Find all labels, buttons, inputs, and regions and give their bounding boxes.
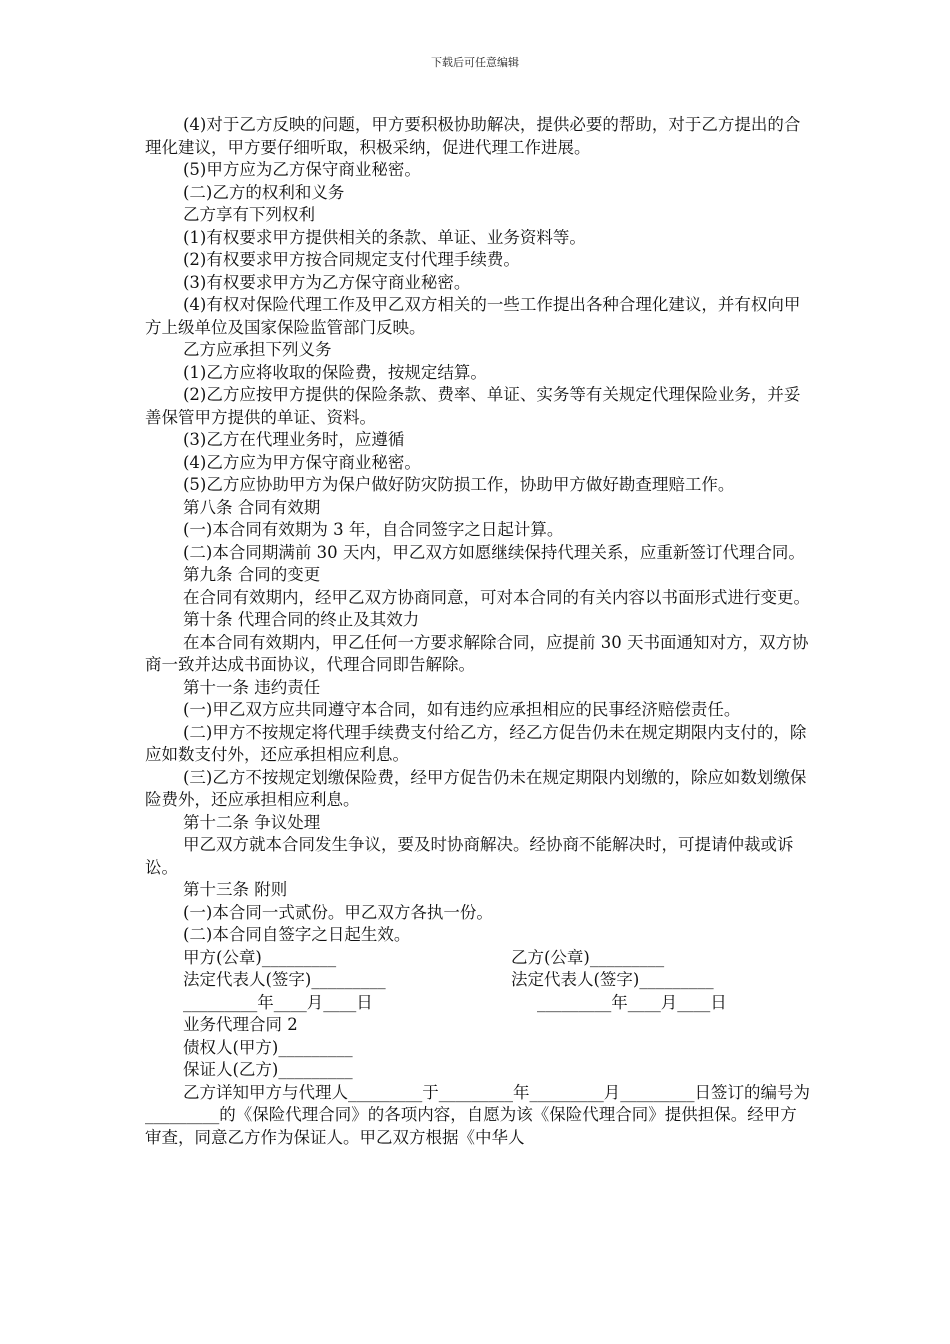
paragraph: (二)甲方不按规定将代理手续费支付给乙方，经乙方促告仍未在规定期限内支付的，除应如数支付外，还应承担相应利息。: [145, 722, 807, 764]
signature-rep-row: [145, 969, 810, 992]
article-heading: 第九条 合同的变更: [183, 565, 321, 584]
signature-date-row: [145, 992, 810, 1015]
article-heading: 第十条 代理合同的终止及其效力: [183, 610, 420, 629]
paragraph: (3)有权要求甲方为乙方保守商业秘密。: [183, 272, 471, 292]
contract2-title: 业务代理合同 2: [183, 1015, 298, 1034]
paragraph: (2)有权要求甲方按合同规定支付代理手续费。: [183, 250, 520, 269]
paragraph: (4)乙方应为甲方保守商业秘密。: [183, 452, 421, 472]
paragraph: (二)本合同自签字之日起生效。: [183, 925, 411, 944]
article-heading: 第十二条 争议处理: [183, 812, 321, 832]
paragraph: (三)乙方不按规定划缴保险费，经甲方促告仍未在规定期限内划缴的，除应如数划缴保险费外，还应承担相应利息。: [145, 767, 807, 809]
paragraph: (4)对于乙方反映的问题，甲方要积极协助解决，提供必要的帮助，对于乙方提出的合理化建议，甲方要仔细听取，积极采纳，促进代理工作进展。: [145, 115, 801, 157]
article-heading: 第八条 合同有效期: [183, 497, 321, 517]
paragraph: (4)有权对保险代理工作及甲乙双方相关的一些工作提出各种合理化建议，并有权向甲方上级单位及国家保险监管部门反映。: [145, 295, 801, 337]
paragraph: (2)乙方应按甲方提供的保险条款、费率、单证、实务等有关规定代理保险业务，并妥善保管甲方提供的单证、资料。: [145, 385, 801, 427]
paragraph: 在本合同有效期内，甲乙任何一方要求解除合同，应提前 30 天书面通知对方，双方协商一致并达成书面协议，代理合同即告解除。: [145, 632, 809, 674]
document-body: [145, 114, 810, 1149]
paragraph: (1)有权要求甲方提供相关的条款、单证、业务资料等。: [183, 227, 586, 247]
creditor-line: 债权人(甲方)_________: [183, 1037, 353, 1057]
party-a-seal: 甲方(公章)_________: [183, 947, 337, 967]
contract2-body: 乙方详知甲方与代理人_________于_________年_________月_________日签订的编号为_________的《保险代理合同》的各项内容，自愿为该《保险代理合同》提供担保。经甲方审查，同意乙方作为保证人。甲乙双方根据《中华人: [145, 1082, 810, 1147]
article-heading: 第十一条 违约责任: [183, 677, 321, 697]
paragraph: 甲乙双方就本合同发生争议，要及时协商解决。经协商不能解决时，可提请仲裁或诉讼。: [145, 835, 794, 877]
paragraph: (5)甲方应为乙方保守商业秘密。: [183, 160, 421, 179]
paragraph: 乙方享有下列权利: [183, 205, 315, 224]
paragraph: (一)本合同一式贰份。甲乙双方各执一份。: [183, 902, 493, 922]
paragraph: (5)乙方应协助甲方为保户做好防灾防损工作，协助甲方做好勘查理赔工作。: [183, 475, 735, 494]
section-heading: (二)乙方的权利和义务: [183, 182, 345, 202]
signature-seal-row: [145, 947, 810, 970]
paragraph: (二)本合同期满前 30 天内，甲乙双方如愿继续保持代理关系，应重新签订代理合同。: [183, 542, 805, 562]
paragraph: (1)乙方应将收取的保险费，按规定结算。: [183, 362, 487, 382]
page-header: 下载后可任意编辑: [431, 56, 519, 69]
paragraph: (一)本合同有效期为 3 年，自合同签字之日起计算。: [183, 520, 564, 539]
article-heading: 第十三条 附则: [183, 880, 288, 899]
party-b-seal: 乙方(公章)_________: [511, 947, 665, 967]
paragraph: 乙方应承担下列义务: [183, 340, 332, 359]
party-b-date: _________年____月____日: [537, 992, 727, 1012]
party-a-date: _________年____月____日: [183, 992, 373, 1012]
party-b-rep: 法定代表人(签字)_________: [511, 970, 714, 989]
paragraph: (一)甲乙双方应共同遵守本合同，如有违约应承担相应的民事经济赔偿责任。: [183, 700, 741, 719]
paragraph: (3)乙方在代理业务时，应遵循: [183, 430, 405, 449]
party-a-rep: 法定代表人(签字)_________: [183, 970, 386, 989]
paragraph: 在合同有效期内，经甲乙双方协商同意，可对本合同的有关内容以书面形式进行变更。: [183, 587, 810, 607]
guarantor-line: 保证人(乙方)_________: [183, 1060, 353, 1079]
